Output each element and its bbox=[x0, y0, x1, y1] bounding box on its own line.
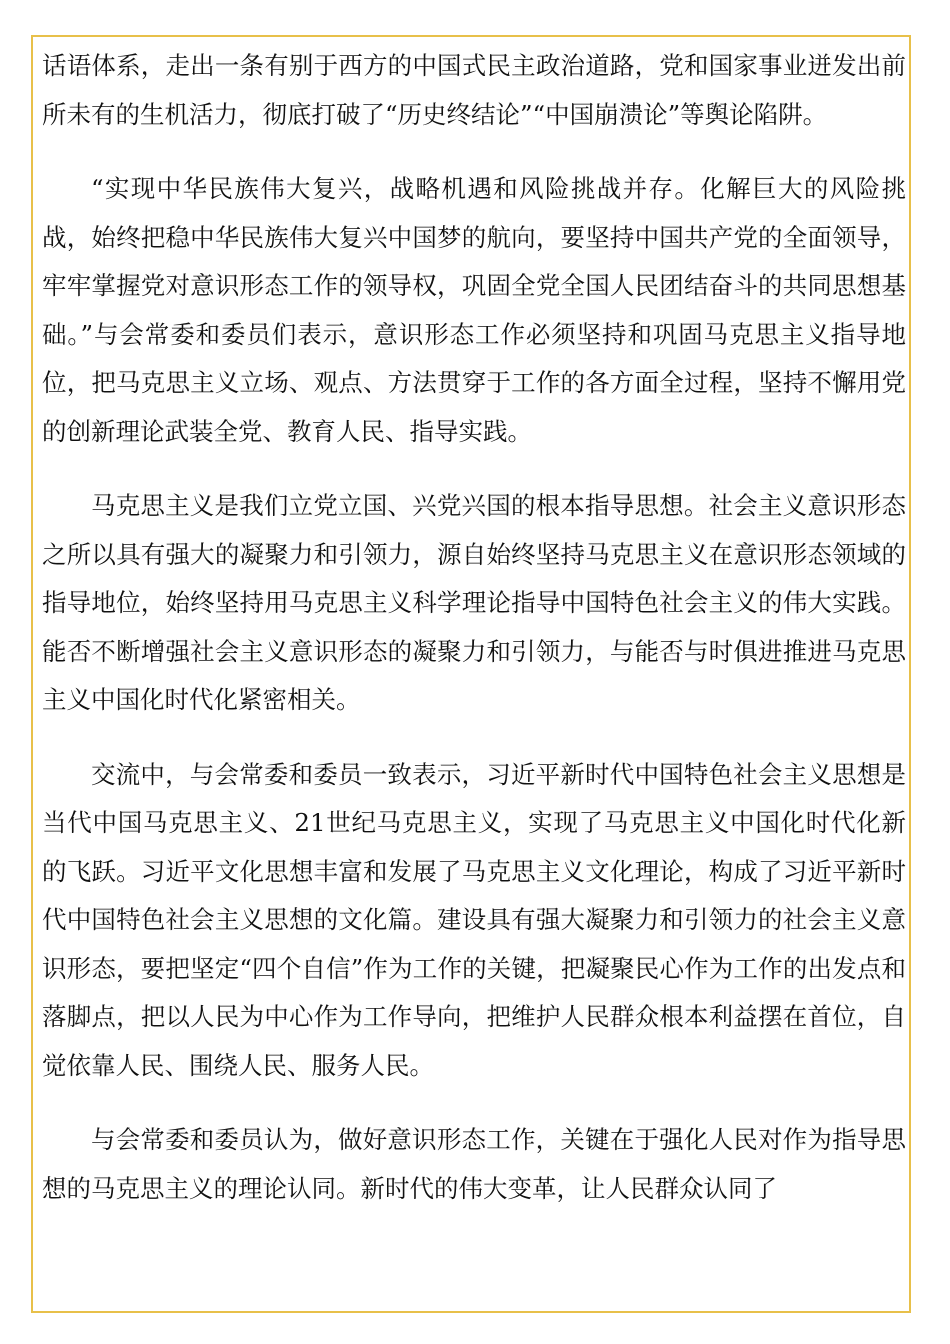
paragraph-gap bbox=[42, 725, 906, 751]
paragraph-gap bbox=[42, 139, 906, 165]
paragraph-4: 交流中，与会常委和委员一致表示，习近平新时代中国特色社会主义思想是当代中国马克思主义、21世纪马克思主义，实现了马克思主义中国化时代化新的飞跃。习近平文化思想丰富和发展了马克思主义文化理论，构成了习近平新时代中国特色社会主义思想的文化篇。建设具有强大凝聚力和引领力的社会主义意识形态，要把坚定“四个自信”作为工作的关键，把凝聚民心作为工作的出发点和落脚点，把以人民为中心作为工作导向，把维护人民群众根本利益摆在首位，自觉依靠人民、围绕人民、服务人民。 bbox=[42, 759, 906, 1080]
paragraph-5: 与会常委和委员认为，做好意识形态工作，关键在于强化人民对作为指导思想的马克思主义的理论认同。新时代的伟大变革，让人民群众认同了 bbox=[42, 1125, 906, 1203]
paragraph-1: 话语体系，走出一条有别于西方的中国式民主政治道路，党和国家事业迸发出前所未有的生机活力，彻底打破了“历史终结论”“中国崩溃论”等舆论陷阱。 bbox=[42, 51, 906, 129]
paragraph-3: 马克思主义是我们立党立国、兴党兴国的根本指导思想。社会主义意识形态之所以具有强大的凝聚力和引领力，源自始终坚持马克思主义在意识形态领域的指导地位，始终坚持用马克思主义科学理论指导中国特色社会主义的伟大实践。能否不断增强社会主义意识形态的凝聚力和引领力，与能否与时俱进推进马克思主义中国化时代化紧密相关。 bbox=[42, 491, 906, 714]
document-body bbox=[42, 42, 906, 1213]
paragraph-gap bbox=[42, 456, 906, 482]
paragraph-gap bbox=[42, 1090, 906, 1116]
paragraph-2: “实现中华民族伟大复兴，战略机遇和风险挑战并存。化解巨大的风险挑战，始终把稳中华民族伟大复兴中国梦的航向，要坚持中国共产党的全面领导，牢牢掌握党对意识形态工作的领导权，巩固全党全国人民团结奋斗的共同思想基础。”与会常委和委员们表示，意识形态工作必须坚持和巩固马克思主义指导地位，把马克思主义立场、观点、方法贯穿于工作的各方面全过程，坚持不懈用党的创新理论武装全党、教育人民、指导实践。 bbox=[42, 174, 906, 446]
